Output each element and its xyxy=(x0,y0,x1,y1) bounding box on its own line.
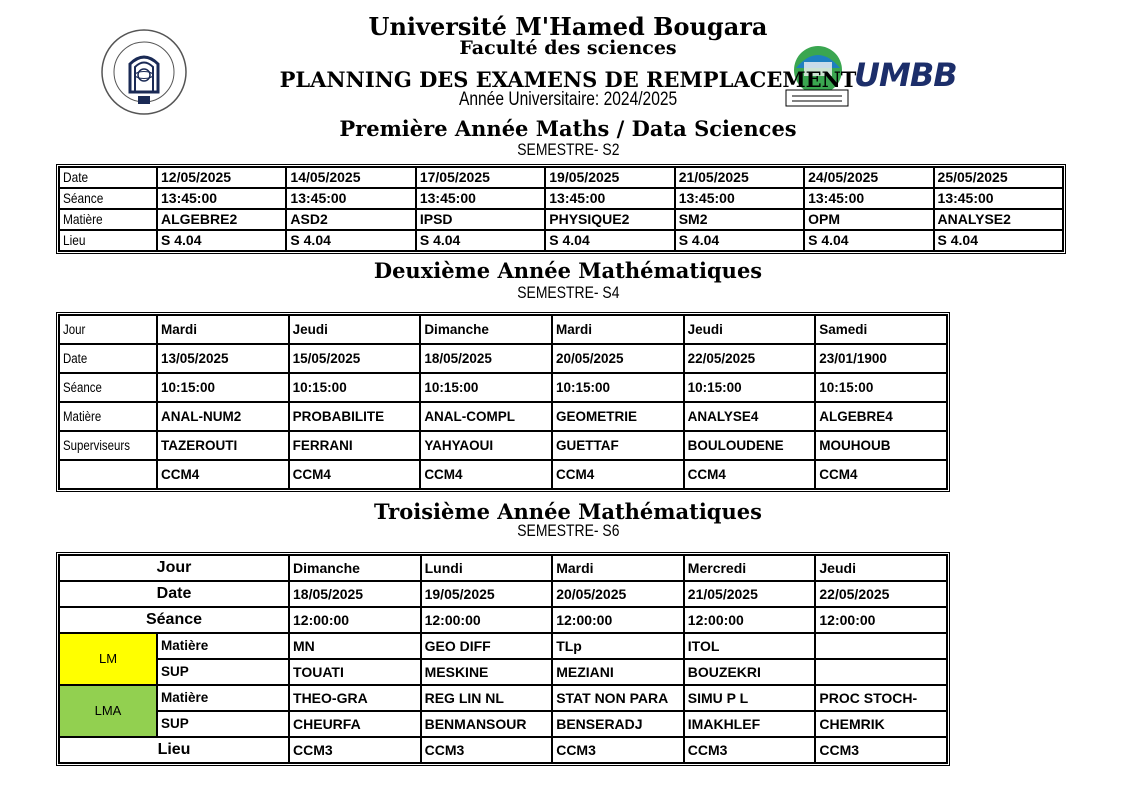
section1-table xyxy=(56,164,1066,254)
section2-cell: CCM4 xyxy=(289,460,421,489)
section3-matiere-label: Matière xyxy=(157,685,289,711)
university-title: Université M'Hamed Bougara xyxy=(368,12,768,41)
section3-lieu-row xyxy=(59,737,947,763)
section3-cell: TOUATI xyxy=(289,659,421,685)
faculty-title: Faculté des sciences xyxy=(459,37,677,59)
section2-cell: 10:15:00 xyxy=(289,373,421,402)
section2-row-label-text: Superviseurs xyxy=(63,438,130,453)
section2-cell: GUETTAF xyxy=(552,431,684,460)
section3-seance-label: Séance xyxy=(59,607,289,633)
section2-row-label-text: Jour xyxy=(63,322,86,337)
section2-cell: Jeudi xyxy=(289,315,421,344)
section2-cell: CCM4 xyxy=(420,460,552,489)
section3-group-matiere-row xyxy=(59,685,947,711)
section3-group-label: LM xyxy=(59,633,157,685)
section3-cell: THEO-GRA xyxy=(289,685,421,711)
section1-cell: 14/05/2025 xyxy=(286,167,415,188)
section2-cell: 10:15:00 xyxy=(684,373,816,402)
section2-cell: FERRANI xyxy=(289,431,421,460)
section2-cell: 13/05/2025 xyxy=(157,344,289,373)
section3-cell: 21/05/2025 xyxy=(684,581,816,607)
section3-cell: REG LIN NL xyxy=(421,685,553,711)
section3-cell: 12:00:00 xyxy=(815,607,947,633)
section3-cell: BENMANSOUR xyxy=(421,711,553,737)
section2-row-label xyxy=(59,431,157,460)
section2-row-label xyxy=(59,315,157,344)
section1-cell: 13:45:00 xyxy=(416,188,545,209)
section3-sup-label: SUP xyxy=(157,659,289,685)
section3-cell: SIMU P L xyxy=(684,685,816,711)
section1-row-label-text: Lieu xyxy=(63,232,86,248)
section3-cell: 12:00:00 xyxy=(421,607,553,633)
section2-cell: Mardi xyxy=(552,315,684,344)
section2-cell: BOULOUDENE xyxy=(684,431,816,460)
section2-row xyxy=(59,344,947,373)
section2-row-label-text: Séance xyxy=(63,380,102,395)
section2-cell: ANAL-COMPL xyxy=(420,402,552,431)
section2-cell: 18/05/2025 xyxy=(420,344,552,373)
section3-cell: Jeudi xyxy=(815,555,947,581)
section3-cell: PROC STOCH- xyxy=(815,685,947,711)
section3-cell: 12:00:00 xyxy=(552,607,684,633)
section1-cell: S 4.04 xyxy=(416,230,545,251)
section1-cell: S 4.04 xyxy=(804,230,933,251)
section3-cell: 20/05/2025 xyxy=(552,581,684,607)
section1-cell: S 4.04 xyxy=(286,230,415,251)
section1-cell: 25/05/2025 xyxy=(934,167,1063,188)
section3-cell: Mardi xyxy=(552,555,684,581)
section3-cell: CHEURFA xyxy=(289,711,421,737)
section2-cell: ANAL-NUM2 xyxy=(157,402,289,431)
section2-cell: GEOMETRIE xyxy=(552,402,684,431)
section2-cell: 22/05/2025 xyxy=(684,344,816,373)
section1-cell: 19/05/2025 xyxy=(545,167,674,188)
section3-title: Troisième Année Mathématiques xyxy=(374,499,762,524)
section3-cell: Dimanche xyxy=(289,555,421,581)
section2-cell: 23/01/1900 xyxy=(815,344,947,373)
section1-row-label-text: Date xyxy=(63,169,89,185)
section3-cell: TLp xyxy=(552,633,684,659)
section3-cell: MEZIANI xyxy=(552,659,684,685)
section2-cell: ANALYSE4 xyxy=(684,402,816,431)
section3-jour-row xyxy=(59,555,947,581)
section3-cell: STAT NON PARA xyxy=(552,685,684,711)
section2-cell: 10:15:00 xyxy=(157,373,289,402)
umbb-logo-text: UMBB xyxy=(854,56,957,94)
section3-cell: MESKINE xyxy=(421,659,553,685)
section2-cell: 20/05/2025 xyxy=(552,344,684,373)
section3-cell xyxy=(815,633,947,659)
section1-cell: ALGEBRE2 xyxy=(157,209,286,230)
section1-cell: IPSD xyxy=(416,209,545,230)
section2-cell: 10:15:00 xyxy=(815,373,947,402)
section3-cell: Mercredi xyxy=(684,555,816,581)
section3-cell: 19/05/2025 xyxy=(421,581,553,607)
section2-row xyxy=(59,402,947,431)
section3-group-label: LMA xyxy=(59,685,157,737)
section2-row-label xyxy=(59,373,157,402)
section2-cell: 10:15:00 xyxy=(420,373,552,402)
section2-cell: Jeudi xyxy=(684,315,816,344)
section2-cell: Samedi xyxy=(815,315,947,344)
section3-cell: CCM3 xyxy=(684,737,816,763)
section3-cell: ITOL xyxy=(684,633,816,659)
section2-cell: 15/05/2025 xyxy=(289,344,421,373)
section2-row-label-text: Matière xyxy=(63,409,102,424)
section3-semester: SEMESTRE- S6 xyxy=(516,521,620,540)
section1-row xyxy=(59,188,1063,209)
section1-cell: PHYSIQUE2 xyxy=(545,209,674,230)
section2-row xyxy=(59,373,947,402)
section3-cell: MN xyxy=(289,633,421,659)
section2-row xyxy=(59,315,947,344)
section1-cell: 17/05/2025 xyxy=(416,167,545,188)
section3-cell: 12:00:00 xyxy=(289,607,421,633)
section3-lieu-label: Lieu xyxy=(59,737,289,763)
section2-cell: ALGEBRE4 xyxy=(815,402,947,431)
section2-cell: 10:15:00 xyxy=(552,373,684,402)
section3-seance-row xyxy=(59,607,947,633)
section1-cell: SM2 xyxy=(675,209,804,230)
section2-row xyxy=(59,460,947,489)
section3-cell: CCM3 xyxy=(552,737,684,763)
section1-row xyxy=(59,230,1063,251)
section1-cell: 13:45:00 xyxy=(675,188,804,209)
section2-cell: YAHYAOUI xyxy=(420,431,552,460)
section3-cell: CCM3 xyxy=(815,737,947,763)
section2-cell: MOUHOUB xyxy=(815,431,947,460)
section1-cell: S 4.04 xyxy=(545,230,674,251)
section1-row-label xyxy=(59,167,157,188)
section2-row-label xyxy=(59,460,157,489)
section1-cell: S 4.04 xyxy=(157,230,286,251)
section1-cell: 24/05/2025 xyxy=(804,167,933,188)
section3-sup-label: SUP xyxy=(157,711,289,737)
section1-title: Première Année Maths / Data Sciences xyxy=(339,116,797,141)
section3-date-row xyxy=(59,581,947,607)
section3-cell: CCM3 xyxy=(289,737,421,763)
section1-row xyxy=(59,209,1063,230)
section3-cell: GEO DIFF xyxy=(421,633,553,659)
section1-cell: 13:45:00 xyxy=(157,188,286,209)
section1-cell: 13:45:00 xyxy=(545,188,674,209)
section3-cell xyxy=(815,659,947,685)
section2-row-label-text: Date xyxy=(63,351,88,366)
section1-semester: SEMESTRE- S2 xyxy=(516,140,620,159)
section3-cell: 12:00:00 xyxy=(684,607,816,633)
section1-cell: 12/05/2025 xyxy=(157,167,286,188)
section3-cell: 22/05/2025 xyxy=(815,581,947,607)
section1-row-label xyxy=(59,230,157,251)
section3-date-label: Date xyxy=(59,581,289,607)
academic-year: Année Universitaire: 2024/2025 xyxy=(458,89,678,110)
section2-cell: Dimanche xyxy=(420,315,552,344)
section1-cell: 13:45:00 xyxy=(286,188,415,209)
section2-semester: SEMESTRE- S4 xyxy=(516,283,620,302)
section2-row xyxy=(59,431,947,460)
section2-cell: CCM4 xyxy=(157,460,289,489)
section2-row-label xyxy=(59,344,157,373)
section3-cell: 18/05/2025 xyxy=(289,581,421,607)
section3-table xyxy=(56,552,950,766)
section1-cell: ASD2 xyxy=(286,209,415,230)
section3-cell: IMAKHLEF xyxy=(684,711,816,737)
section2-row-label xyxy=(59,402,157,431)
planning-title: PLANNING DES EXAMENS DE REMPLACEMENT xyxy=(279,67,857,92)
section2-cell: CCM4 xyxy=(684,460,816,489)
section2-cell: PROBABILITE xyxy=(289,402,421,431)
section2-table xyxy=(56,312,950,492)
section1-row-label xyxy=(59,209,157,230)
section1-cell: 13:45:00 xyxy=(934,188,1063,209)
section3-group-sup-row xyxy=(59,711,947,737)
section2-cell: Mardi xyxy=(157,315,289,344)
section1-row-label-text: Matière xyxy=(63,211,103,227)
section1-row-label-text: Séance xyxy=(63,190,104,206)
section1-row xyxy=(59,167,1063,188)
section1-cell: OPM xyxy=(804,209,933,230)
section3-cell: BENSERADJ xyxy=(552,711,684,737)
section3-group-matiere-row xyxy=(59,633,947,659)
section2-title: Deuxième Année Mathématiques xyxy=(373,258,763,283)
section2-cell: TAZEROUTI xyxy=(157,431,289,460)
section1-row-label xyxy=(59,188,157,209)
section3-cell: Lundi xyxy=(421,555,553,581)
section3-jour-label: Jour xyxy=(59,555,289,581)
section2-cell: CCM4 xyxy=(815,460,947,489)
section3-group-sup-row xyxy=(59,659,947,685)
section2-cell: CCM4 xyxy=(552,460,684,489)
section1-cell: 21/05/2025 xyxy=(675,167,804,188)
section1-cell: S 4.04 xyxy=(675,230,804,251)
section1-cell: ANALYSE2 xyxy=(934,209,1063,230)
section3-matiere-label: Matière xyxy=(157,633,289,659)
section1-cell: 13:45:00 xyxy=(804,188,933,209)
section1-cell: S 4.04 xyxy=(934,230,1063,251)
section3-cell: BOUZEKRI xyxy=(684,659,816,685)
section3-cell: CCM3 xyxy=(421,737,553,763)
section3-cell: CHEMRIK xyxy=(815,711,947,737)
